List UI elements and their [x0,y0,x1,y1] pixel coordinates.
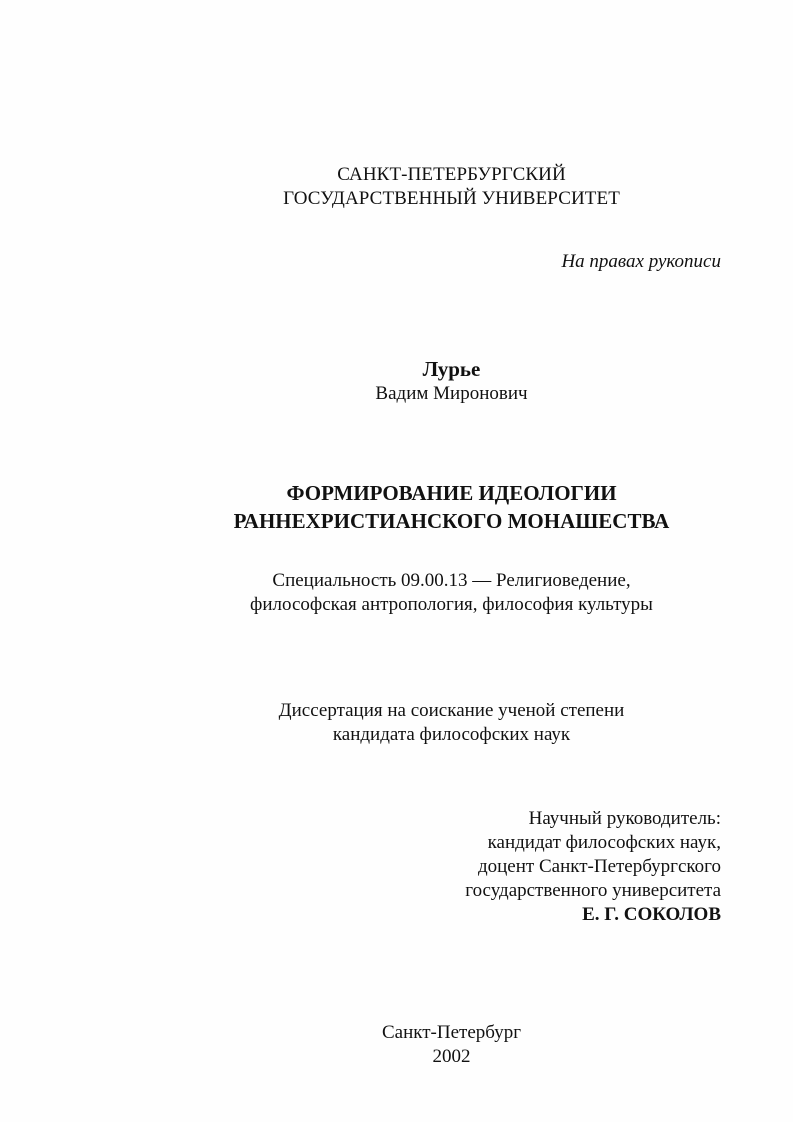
footer-year: 2002 [432,1046,471,1067]
advisor-degree: кандидат философских наук, [487,832,721,853]
footer-block [55,1021,793,1069]
university-line-2: ГОСУДАРСТВЕННЫЙ УНИВЕРСИТЕТ [283,188,620,209]
advisor-position-line-1: доцент Санкт-Петербургского [477,856,721,877]
dissertation-line-2: кандидата философских наук [332,724,571,745]
dissertation-line-1: Диссертация на соискание ученой степени [278,700,625,721]
university-line-1: САНКТ-ПЕТЕРБУРГСКИЙ [337,164,566,185]
author-block [55,356,793,406]
author-surname: Лурье [422,357,481,381]
footer-city: Санкт-Петербург [381,1022,521,1043]
manuscript-note: На правах рукописи [561,251,721,272]
dissertation-title [55,479,793,535]
advisor-position-line-2: государственного университета [465,880,721,901]
advisor-label: Научный руководитель: [528,808,721,829]
dissertation-degree-block [55,699,793,747]
advisor-name: Е. Г. СОКОЛОВ [582,904,721,925]
specialty-block [55,569,793,617]
advisor-block [465,807,721,927]
specialty-line-1: Специальность 09.00.13 — Религиоведение, [272,570,631,591]
author-given-names: Вадим Миронович [375,383,528,404]
title-line-2: РАННЕХРИСТИАНСКОГО МОНАШЕСТВА [233,509,670,533]
specialty-line-2: философская антропология, философия культуры [250,594,653,615]
title-line-1: ФОРМИРОВАНИЕ ИДЕОЛОГИИ [286,481,617,505]
university-header [55,163,793,211]
